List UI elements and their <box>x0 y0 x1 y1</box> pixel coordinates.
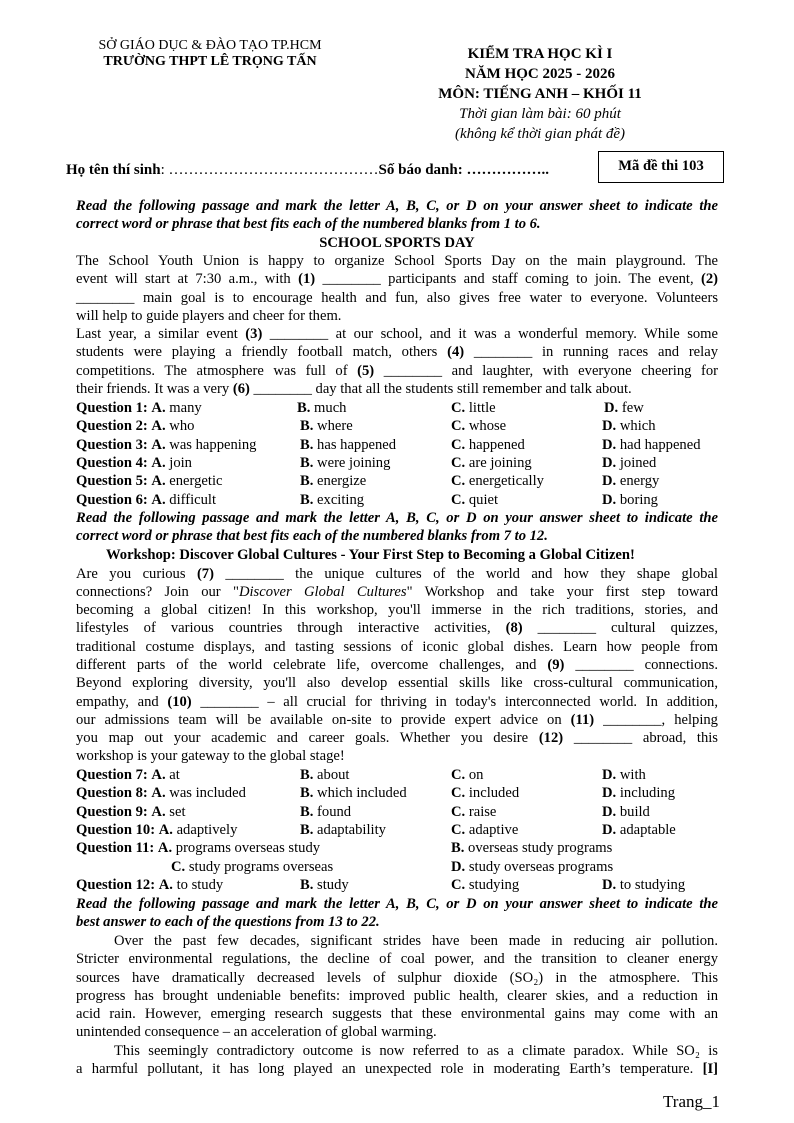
department-name: SỞ GIÁO DỤC & ĐÀO TẠO TP.HCM <box>98 38 322 53</box>
passage-2-line: Are you curious (7) ________ the unique cultures of the world and how they shape global <box>76 565 718 582</box>
passage-2-line: you map out your academic and career goals. Whether you desire (12) ________ abroad, this <box>76 730 718 747</box>
passage-1-line: their friends. It was a very (6) ________ day that all the students still remember and talk about. <box>76 381 632 398</box>
passage-2-line: traditional costume displays, and tasting sessions of iconic global dishes. Learn how people from <box>76 638 718 655</box>
passage-3-line: sources have dramatically decreased levels of sulphur dioxide (SO₂) in the atmosphere. This <box>76 969 718 986</box>
passage-2-line: Beyond exploring diversity, you'll also develop essential skills like cross-cultural communication, <box>76 675 718 692</box>
page-number: Trang_1 <box>663 1092 720 1111</box>
passage-2-line: lifestyles of various countries through interactive activities, (8) ________ cultural quizzes, <box>76 620 718 637</box>
question-row: Question 8: A. was included B. which included C. included D. including <box>76 785 675 802</box>
question-row: Question 2: A. who B. where C. whose D. which <box>76 418 656 435</box>
question-row: Question 6: A. difficult B. exciting C. quiet D. boring <box>76 491 658 508</box>
passage-2 <box>76 565 718 766</box>
question-row: Question 5: A. energetic B. energize C. energetically D. energy <box>76 473 660 490</box>
passage-2-line: workshop is your gateway to the global stage! <box>76 748 345 765</box>
question-row: Question 9: A. set B. found C. raise D. build <box>76 803 650 820</box>
question-row: Question 11: A. programs overseas study B. overseas study programs <box>76 840 613 857</box>
passage-2-line: empathy, and (10) ________ – all crucial for thriving in today's interconnected world. In addition, <box>76 693 718 710</box>
question-row: Question 4: A. join B. were joining C. are joining D. joined <box>76 454 657 471</box>
passage-3-line: Over the past few decades, significant strides have been made in reducing air pollution. <box>114 933 718 949</box>
school-year: NĂM HỌC 2025 - 2026 <box>465 66 615 82</box>
passage-1-line: The School Youth Union is happy to organize School Sports Day on the main playground. The <box>76 253 718 269</box>
name-dots: : …………………………………… <box>160 162 379 178</box>
passage-2-line: different parts of the world celebrate life, overcome challenges, and (9) ________ connections. <box>76 656 718 673</box>
question-row: Question 7: A. at B. about C. on D. with <box>76 767 646 783</box>
passage-1 <box>76 252 718 398</box>
instruction-2-line2: correct word or phrase that best fits each of the numbered blanks from 7 to 12. <box>76 528 548 545</box>
passage-1-line: competitions. The atmosphere was full of (5) ________ and laughter, with everyone cheering for <box>76 362 718 379</box>
exam-code-box: Mã đề thi 103 <box>598 151 724 183</box>
passage-2-line: becoming a global citizen! In this workshop, you'll immerse in the rich traditions, stories, and <box>76 602 718 619</box>
passage-3-line: progress has brought undeniable benefits: improved public health, clearer skies, and a reduction in <box>76 987 718 1004</box>
instruction-3-line1: Read the following passage and mark the letter A, B, C, or D on your answer sheet to indicate the <box>76 896 718 912</box>
instruction-2-line1: Read the following passage and mark the letter A, B, C, or D on your answer sheet to indicate the <box>76 510 718 526</box>
exam-title: KIỂM TRA HỌC KÌ I <box>467 46 613 62</box>
passage-2-title: Workshop: Discover Global Cultures - Your First Step to Becoming a Global Citizen! <box>106 547 635 563</box>
question-row: Question 3: A. was happening B. has happened C. happened D. had happened <box>76 436 701 453</box>
question-row: Question 10: A. adaptively B. adaptability C. adaptive D. adaptable <box>76 821 676 838</box>
school-name: TRƯỜNG THPT LÊ TRỌNG TẤN <box>103 54 317 69</box>
passage-1-title: SCHOOL SPORTS DAY <box>319 235 475 251</box>
question-row: Question 12: A. to study B. study C. studying D. to studying <box>76 876 686 893</box>
passage-3-line: Stricter environmental regulations, the decline of coal power, and the transition to cleaner energy <box>76 951 718 968</box>
instruction-1-line2: correct word or phrase that best fits each of the numbered blanks from 1 to 6. <box>76 216 541 233</box>
passage-1-line: event will start at 7:30 a.m., with (1) ________ participants and staff coming to join. The event, (2) <box>76 271 718 288</box>
passage-1-line: Last year, a similar event (3) ________ at our school, and it was a wonderful memory. While some <box>76 326 719 343</box>
passage-3-line: This seemingly contradictory outcome is now referred to as a climate paradox. While SO₂ is <box>114 1042 718 1059</box>
id-label: Số báo danh: …………….. <box>378 162 549 178</box>
question-row: C. study programs overseas D. study overseas programs <box>171 858 614 875</box>
passage-3-line: acid rain. However, emerging research suggests that these environmental gains may come with an <box>76 1006 718 1023</box>
passage-2-line: connections? Join our "Discover Global Cultures" Workshop and take your first step toward <box>76 583 718 600</box>
instruction-3-line2: best answer to each of the questions from 13 to 22. <box>76 914 380 931</box>
passage-3-line: unintended consequence – an acceleration of global warming. <box>76 1024 437 1041</box>
passage-1-line: will help to guide players and cheer for them. <box>76 307 342 324</box>
duration-note: (không kể thời gian phát đề) <box>454 126 626 142</box>
passage-1-line: students were playing a friendly football match, others (4) ________ in running races and relay <box>76 344 718 361</box>
passage-3-line: a harmful pollutant, it has long played an unexpected role in moderating Earth’s temperature. [I] <box>76 1061 718 1078</box>
subject: MÔN: TIẾNG ANH – KHỐI 11 <box>438 86 642 102</box>
instruction-1-line1: Read the following passage and mark the letter A, B, C, or D on your answer sheet to indicate the <box>76 198 718 214</box>
passage-2-line: our admissions team will be available on-site to provide expert advice on (11) ________, helping <box>76 711 718 728</box>
question-row: Question 1: A. many B. much C. little D. few <box>76 400 644 416</box>
passage-1-line: ________ main goal is to encourage health and fun, also gives free water to everyone. Volunteers <box>76 289 718 306</box>
passage-3 <box>76 932 718 1078</box>
student-info-line <box>66 160 549 180</box>
duration: Thời gian làm bài: 60 phút <box>459 106 621 122</box>
name-label: Họ tên thí sinh <box>66 162 161 178</box>
